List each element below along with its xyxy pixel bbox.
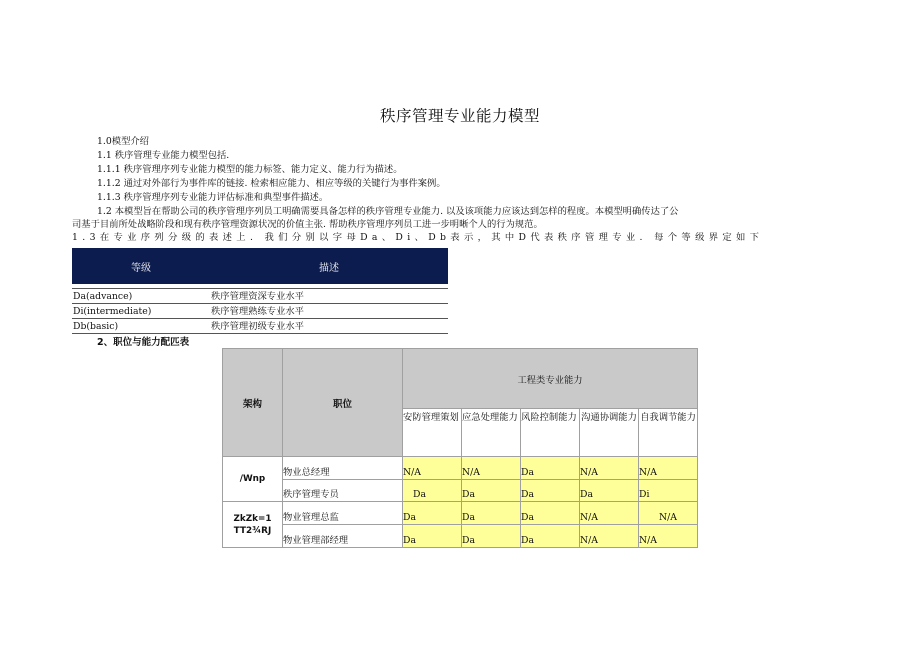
grade-description: 秩序管理资深专业水平 [210, 289, 448, 304]
ability-level: N/A [462, 457, 521, 480]
ability-level: N/A [639, 457, 698, 480]
ability-level: Da [462, 480, 521, 502]
ability-level: N/A [639, 525, 698, 548]
table-row [72, 304, 448, 319]
grade-code: Db(basic) [72, 319, 210, 334]
grade-code: Di(intermediate) [72, 304, 210, 319]
ability-level: Da [462, 525, 521, 548]
grade-table [72, 248, 448, 334]
position-ability-matrix [222, 348, 698, 548]
page-title: 秩序管理专业能力模型 [379, 107, 540, 125]
grade-header-level: 等级 [72, 248, 210, 284]
position-name: 物业总经理 [283, 457, 403, 480]
table-row [72, 289, 448, 304]
intro-line: 司基于目前所处战略阶段和现有秩序管理资源状况的价值主张. 帮助秩序管理序列员工进一步明晰个人的行为规范。 [72, 219, 543, 230]
ability-level: Da [462, 502, 521, 525]
ability-level: N/A [580, 457, 639, 480]
intro-line: 1.1.2 通过对外部行为事件库的链接. 检索相应能力、相应等级的关键行为事件案例。 [97, 178, 446, 189]
table-row [223, 480, 698, 502]
ability-level: Da [521, 457, 580, 480]
table-row [72, 319, 448, 334]
intro-line: 1.2 本模型旨在帮助公司的秩序管理序列员工明确需要具备怎样的秩序管理专业能力. 以及该项能力应该达到怎样的程度。本模型明确传达了公 [97, 206, 679, 217]
grade-description: 秩序管理初级专业水平 [210, 319, 448, 334]
table-row [223, 502, 698, 525]
ability-level: N/A [403, 457, 462, 480]
intro-line: 1.1 秩序管理专业能力模型包括. [97, 150, 230, 161]
ability-level: N/A [580, 502, 639, 525]
header-architecture: 架构 [223, 349, 283, 457]
ability-level: Da [403, 525, 462, 548]
ability-level: N/A [639, 502, 698, 525]
intro-line: 1.0模型介绍 [97, 136, 149, 147]
ability-level: Da [521, 480, 580, 502]
section-title: 2、职位与能力配匹表 [97, 337, 190, 348]
position-name: 秩序管理专员 [283, 480, 403, 502]
grade-table-header [72, 248, 448, 284]
ability-header: 沟通协调能力 [580, 409, 639, 457]
ability-level: Da [521, 502, 580, 525]
grade-code: Da(advance) [72, 289, 210, 304]
intro-line: 1.1.1 秩序管理序列专业能力模型的能力标签、能力定义、能力行为描述。 [97, 164, 403, 175]
header-ability-group: 工程类专业能力 [403, 349, 698, 409]
ability-header: 自我调节能力 [639, 409, 698, 457]
ability-level: Da [403, 502, 462, 525]
ability-level: N/A [580, 525, 639, 548]
ability-header: 风险控制能力 [521, 409, 580, 457]
ability-level: Da [580, 480, 639, 502]
ability-level: Da [403, 480, 462, 502]
grade-description: 秩序管理熟练专业水平 [210, 304, 448, 319]
architecture-label: ZkZk=1 TT2¾RJ [223, 502, 283, 548]
intro-line: 1.1.3 秩序管理序列专业能力评估标准和典型事件描述。 [97, 192, 329, 203]
position-name: 物业管理部经理 [283, 525, 403, 548]
grade-header-description: 描述 [210, 248, 448, 284]
ability-header: 安防管理策划 [403, 409, 462, 457]
position-name: 物业管理总监 [283, 502, 403, 525]
header-position: 职位 [283, 349, 403, 457]
table-row [223, 525, 698, 548]
intro-line: 1.3在专业序列分级的表述上. 我们分别以字母Da、Di、Db表示，其中D代表秩序管理专业. 每个等级界定如下 [72, 232, 764, 243]
ability-header: 应急处理能力 [462, 409, 521, 457]
ability-level: Da [521, 525, 580, 548]
table-row [223, 457, 698, 480]
ability-level: Di [639, 480, 698, 502]
architecture-label: /Wnp [223, 457, 283, 502]
